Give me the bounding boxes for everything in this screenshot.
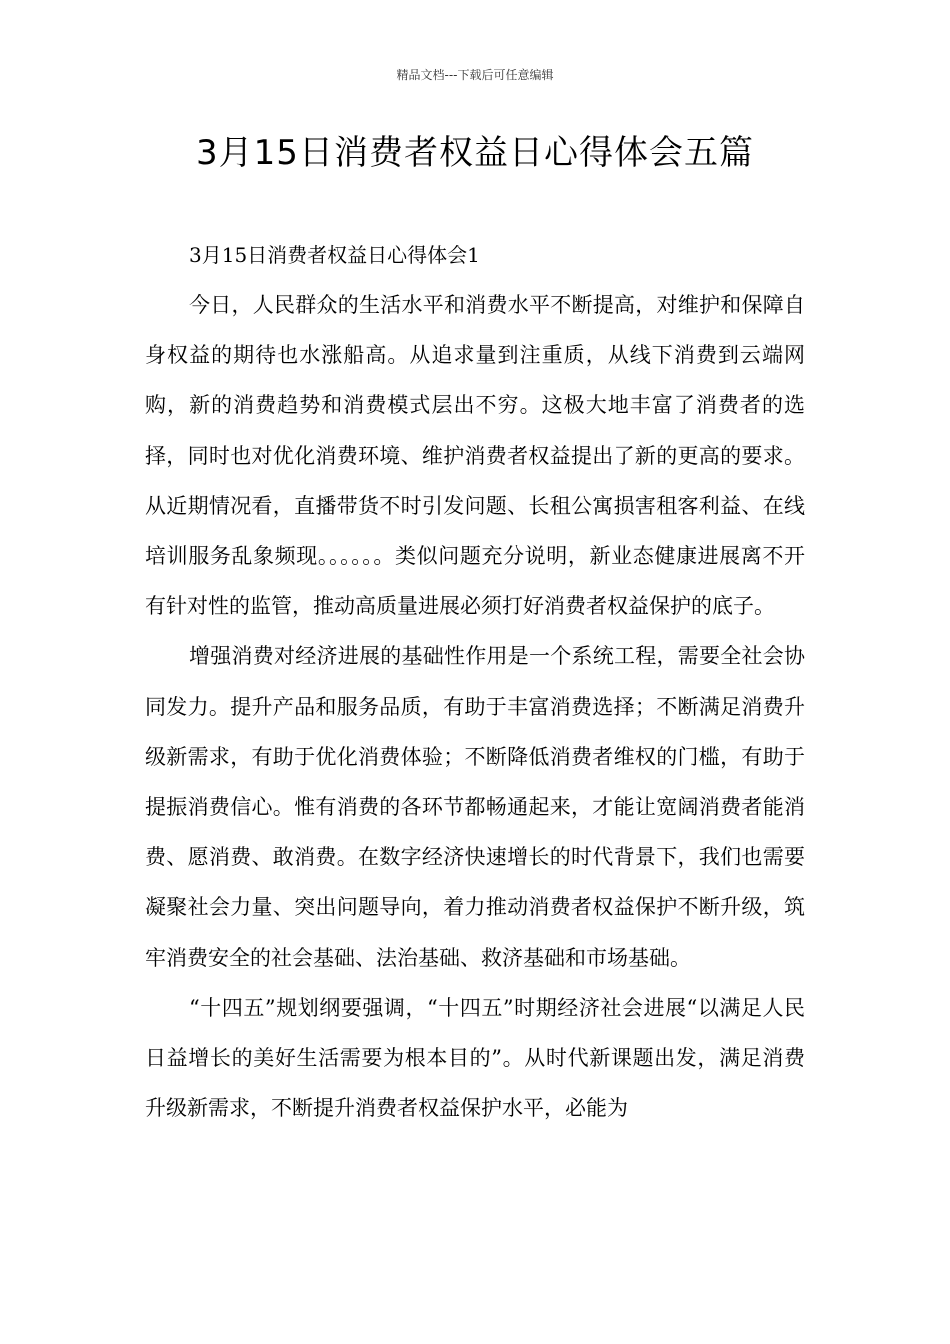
document-body bbox=[145, 230, 805, 1133]
paragraph-1: 今日，人民群众的生活水平和消费水平不断提高，对维护和保障自身权益的期待也水涨船高。从追求量到注重质，从线下消费到云端网购，新的消费趋势和消费模式层出不穷。这极大地丰富了消费者的选择，同时也对优化消费环境、维护消费者权益提出了新的更高的要求。从近期情况看，直播带货不时引发问题、长租公寓损害租客利益、在线培训服务乱象频现。。。。。。类似问题充分说明，新业态健康进展离不开有针对性的监管，推动高质量进展必须打好消费者权益保护的底子。 bbox=[145, 293, 805, 619]
section-subtitle: 3月15日消费者权益日心得体会1 bbox=[189, 243, 480, 267]
document-title: 3月15日消费者权益日心得体会五篇 bbox=[196, 133, 754, 173]
paragraph-3: “十四五”规划纲要强调，“十四五”时期经济社会进展“以满足人民日益增长的美好生活需要为根本目的”。从时代新课题出发，满足消费升级新需求，不断提升消费者权益保护水平，必能为 bbox=[145, 995, 805, 1121]
paragraph-2: 增强消费对经济进展的基础性作用是一个系统工程，需要全社会协同发力。提升产品和服务品质，有助于丰富消费选择；不断满足消费升级新需求，有助于优化消费体验；不断降低消费者维权的门槛，有助于提振消费信心。惟有消费的各环节都畅通起来，才能让宽阔消费者能消费、愿消费、敢消费。在数字经济快速增长的时代背景下，我们也需要凝聚社会力量、突出问题导向，着力推动消费者权益保护不断升级，筑牢消费安全的社会基础、法治基础、救济基础和市场基础。 bbox=[145, 644, 805, 970]
header-note: 精品文档---下载后可任意编辑 bbox=[396, 68, 554, 82]
